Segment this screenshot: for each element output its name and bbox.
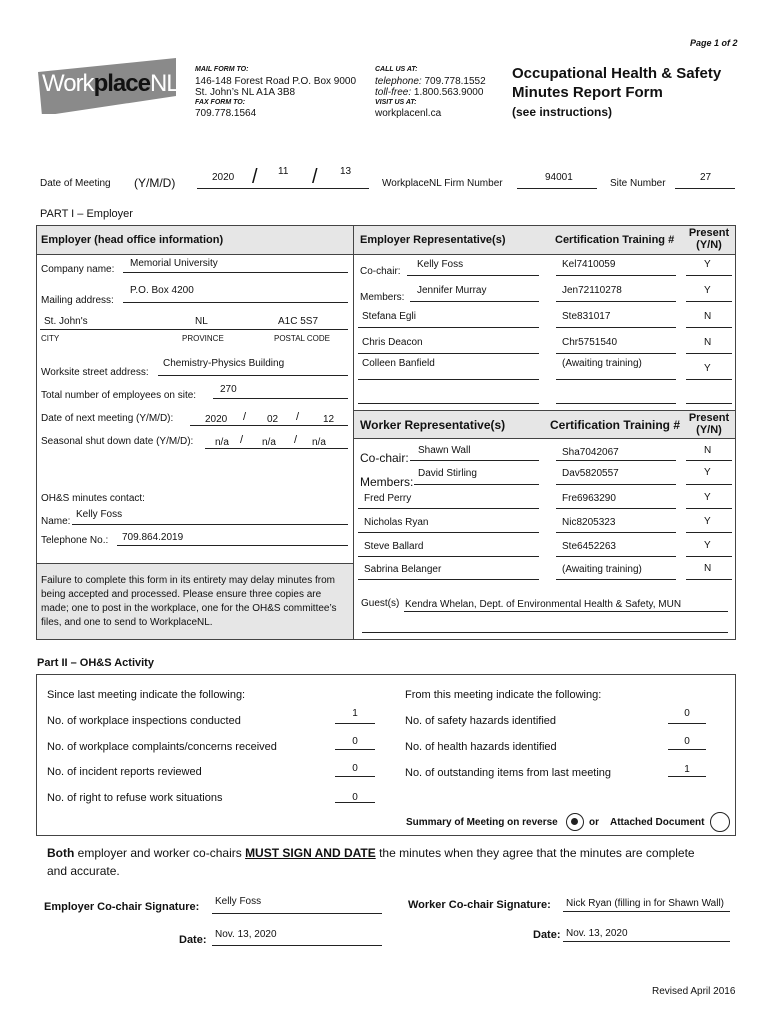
next-meeting-month[interactable]: 02 (267, 414, 279, 425)
summary-reverse-label: Summary of Meeting on reverse (406, 817, 558, 828)
activity-value[interactable]: 1 (352, 708, 358, 719)
worksite-value[interactable]: Chemistry-Physics Building (163, 358, 285, 369)
guests-value[interactable]: Kendra Whelan, Dept. of Environmental Health & Safety, MUN (405, 599, 682, 610)
employer-date-value[interactable]: Nov. 13, 2020 (215, 929, 277, 940)
activity-label: No. of workplace complaints/concerns received (47, 741, 277, 753)
worker-rep-cert[interactable]: Sha7042067 (562, 447, 619, 458)
postal-code-caption: POSTAL CODE (274, 334, 331, 343)
worker-rep-present[interactable]: Y (704, 540, 711, 551)
worker-present-header: Present (Y/N) (688, 412, 730, 436)
activity-value[interactable]: 0 (352, 736, 358, 747)
left-intro: Since last meeting indicate the following: (47, 689, 246, 701)
worker-rep-cert[interactable]: Fre6963290 (562, 493, 616, 504)
worker-rep-name[interactable]: David Stirling (418, 468, 477, 479)
employer-present-header: Present (Y/N) (688, 227, 730, 251)
page-number: Page 1 of 2 (690, 38, 738, 48)
employer-signature-label: Employer Co-chair Signature: (44, 901, 200, 913)
activity-value[interactable]: 0 (352, 792, 358, 803)
activity-value[interactable]: 0 (352, 763, 358, 774)
worksite-label: Worksite street address: (41, 367, 149, 378)
meeting-date-format: (Y/M/D) (134, 176, 176, 190)
shutdown-label: Seasonal shut down date (Y/M/D): (41, 436, 194, 447)
part2-heading: Part II – OH&S Activity (37, 657, 154, 669)
shutdown-day[interactable]: n/a (312, 437, 326, 448)
title-sub: (see instructions) (512, 105, 613, 119)
postal-code-value[interactable]: A1C 5S7 (278, 316, 319, 327)
province-value[interactable]: NL (195, 316, 208, 327)
title-line2: Minutes Report Form (512, 84, 663, 101)
title-line1: Occupational Health & Safety (512, 65, 722, 82)
activity-label: No. of incident reports reviewed (47, 766, 202, 778)
worker-rep-name[interactable]: Nicholas Ryan (364, 517, 429, 528)
employer-signature-value[interactable]: Kelly Foss (215, 896, 262, 907)
employer-rep-present[interactable]: N (704, 337, 712, 348)
next-meeting-label: Date of next meeting (Y/M/D): (41, 413, 174, 424)
employer-reps-header: Employer Representative(s) (360, 234, 506, 246)
activity-label: No. of safety hazards identified (405, 715, 557, 727)
mail-block (195, 66, 356, 119)
radio-selected-dot (571, 818, 578, 825)
website: workplacenl.ca (375, 108, 442, 119)
date-slash: / (252, 166, 258, 188)
next-meeting-year[interactable]: 2020 (205, 414, 228, 425)
fax-heading: FAX FORM TO: (195, 99, 246, 106)
summary-reverse-radio[interactable] (566, 813, 584, 831)
meeting-day[interactable]: 13 (340, 166, 352, 177)
meeting-year[interactable]: 2020 (212, 172, 235, 183)
activity-label: No. of health hazards identified (405, 741, 557, 753)
worker-rep-name[interactable]: Shawn Wall (418, 445, 471, 456)
firm-number[interactable]: 94001 (545, 172, 573, 183)
worker-rep-name[interactable]: Fred Perry (364, 493, 412, 504)
province-caption: PROVINCE (182, 334, 224, 343)
employer-cochair-label: Co-chair: (360, 266, 401, 277)
visit-heading: VISIT US AT: (375, 99, 417, 106)
employer-rep-present[interactable]: Y (704, 363, 711, 374)
worker-rep-present[interactable]: N (704, 563, 712, 574)
signing-note-line2: and accurate. (47, 864, 120, 878)
employer-rep-present[interactable]: N (704, 311, 712, 322)
worker-rep-cert[interactable]: Ste6452263 (562, 541, 616, 552)
activity-value[interactable]: 0 (684, 708, 690, 719)
worker-rep-present[interactable]: Y (704, 467, 711, 478)
employer-rep-name[interactable]: Colleen Banfield (362, 358, 435, 369)
contact-name-label: Name: (41, 516, 71, 527)
attached-document-label: Attached Document (610, 817, 705, 828)
employer-rep-name[interactable]: Chris Deacon (362, 337, 423, 348)
worker-rep-present[interactable]: N (704, 445, 712, 456)
city-value[interactable]: St. John's (44, 316, 88, 327)
activity-value[interactable]: 1 (684, 764, 690, 775)
call-block (375, 66, 486, 119)
signing-note: Both employer and worker co-chairs MUST SIGN AND DATE the minutes when they agree that the minutes are complete (47, 846, 695, 860)
activity-label: No. of outstanding items from last meeting (405, 767, 612, 779)
worker-signature-value[interactable]: Nick Ryan (filling in for Shawn Wall) (566, 898, 725, 909)
mail-line1: 146-148 Forest Road P.O. Box 9000 (195, 76, 357, 87)
telephone-number: 709.778.1552 (424, 76, 486, 87)
worker-rep-cert[interactable]: (Awaiting training) (562, 564, 642, 575)
mailing-address-value[interactable]: P.O. Box 4200 (130, 285, 194, 296)
worker-rep-name[interactable]: Steve Ballard (364, 541, 424, 552)
meeting-date-line (197, 188, 369, 189)
logo-text-nl: NL (149, 70, 179, 97)
employer-rep-name[interactable]: Kelly Foss (417, 259, 464, 270)
worker-cert-header: Certification Training # (550, 418, 681, 432)
guests-label: Guest(s) (361, 598, 400, 609)
worker-rep-cert[interactable]: Dav5820557 (562, 468, 619, 479)
part1-heading: PART I – Employer (40, 208, 133, 220)
worker-cochair-label: Co-chair: (360, 451, 409, 465)
employer-rep-cert[interactable]: Jen72110278 (562, 285, 622, 296)
contact-name-value[interactable]: Kelly Foss (76, 509, 123, 520)
employer-cert-header: Certification Training # (555, 234, 675, 246)
workplacenl-logo (38, 54, 179, 114)
activity-label: No. of workplace inspections conducted (47, 715, 241, 727)
city-caption: CITY (41, 334, 60, 343)
worker-members-label: Members: (360, 475, 414, 489)
mailing-address-label: Mailing address: (41, 295, 114, 306)
meeting-date-label: Date of Meeting (40, 178, 111, 189)
minutes-contact-label: OH&S minutes contact: (41, 493, 145, 504)
worker-reps-header: Worker Representative(s) (360, 418, 506, 432)
activity-label: No. of right to refuse work situations (47, 792, 223, 804)
worker-rep-present[interactable]: Y (704, 516, 711, 527)
fax-number: 709.778.1564 (195, 108, 257, 119)
employer-rep-cert[interactable]: Chr5751540 (562, 337, 618, 348)
call-heading: CALL US AT: (375, 66, 418, 73)
attached-document-radio[interactable] (710, 812, 730, 832)
worker-rep-cert[interactable]: Nic8205323 (562, 517, 616, 528)
mail-line2: St. John’s NL A1A 3B8 (195, 87, 296, 98)
tollfree-label: toll-free: (375, 87, 412, 98)
employer-rep-cert[interactable]: Ste831017 (562, 311, 611, 322)
site-number-label: Site Number (610, 178, 666, 189)
worker-rep-present[interactable]: Y (704, 492, 711, 503)
or-label: or (589, 817, 599, 828)
logo-text-work: Work (42, 70, 94, 97)
firm-number-line (517, 188, 597, 189)
worker-date-label: Date: (533, 929, 561, 941)
notice-text: Failure to complete this form in its entirety may delay minutes from being accepted and processed. Please ensure three copies are made; one to post in the workplace, one for the OH&S committee’s files, and one to send to WorkplaceNL. (41, 575, 337, 628)
employer-rep-cert[interactable]: (Awaiting training) (562, 358, 642, 369)
meeting-month[interactable]: 11 (278, 166, 289, 177)
telephone-label: telephone: (375, 76, 422, 87)
employer-date-label: Date: (179, 934, 207, 946)
worker-date-value[interactable]: Nov. 13, 2020 (566, 928, 628, 939)
worker-rep-name[interactable]: Sabrina Belanger (364, 564, 442, 575)
employees-label: Total number of employees on site: (41, 390, 197, 401)
next-meeting-day[interactable]: 12 (323, 414, 335, 425)
site-number[interactable]: 27 (700, 172, 712, 183)
worker-signature-label: Worker Co-chair Signature: (408, 899, 551, 911)
telephone-label-field: Telephone No.: (41, 535, 109, 546)
employer-rep-present[interactable]: Y (704, 285, 711, 296)
employer-rep-cert[interactable]: Kel7410059 (562, 259, 616, 270)
employer-rep-present[interactable]: Y (704, 259, 711, 270)
mail-heading: MAIL FORM TO: (195, 66, 249, 73)
shutdown-year[interactable]: n/a (215, 437, 229, 448)
employer-rep-name[interactable]: Jennifer Murray (417, 285, 487, 296)
employer-rep-name[interactable]: Stefana Egli (362, 311, 416, 322)
form-title (512, 65, 721, 119)
telephone-value[interactable]: 709.864.2019 (122, 532, 184, 543)
date-slash: / (312, 166, 318, 188)
shutdown-month[interactable]: n/a (262, 437, 276, 448)
employer-header: Employer (head office information) (41, 234, 224, 246)
activity-value[interactable]: 0 (684, 736, 690, 747)
company-name-label: Company name: (41, 264, 115, 275)
firm-number-label: WorkplaceNL Firm Number (382, 178, 503, 189)
revision-footer: Revised April 2016 (652, 986, 736, 997)
company-name-value[interactable]: Memorial University (130, 258, 218, 269)
logo-text-place: place (93, 70, 150, 97)
site-number-line (675, 188, 735, 189)
tollfree-number: 1.800.563.9000 (413, 87, 484, 98)
employer-members-label: Members: (360, 292, 405, 303)
right-intro: From this meeting indicate the following: (405, 689, 602, 701)
employees-value[interactable]: 270 (220, 384, 237, 395)
